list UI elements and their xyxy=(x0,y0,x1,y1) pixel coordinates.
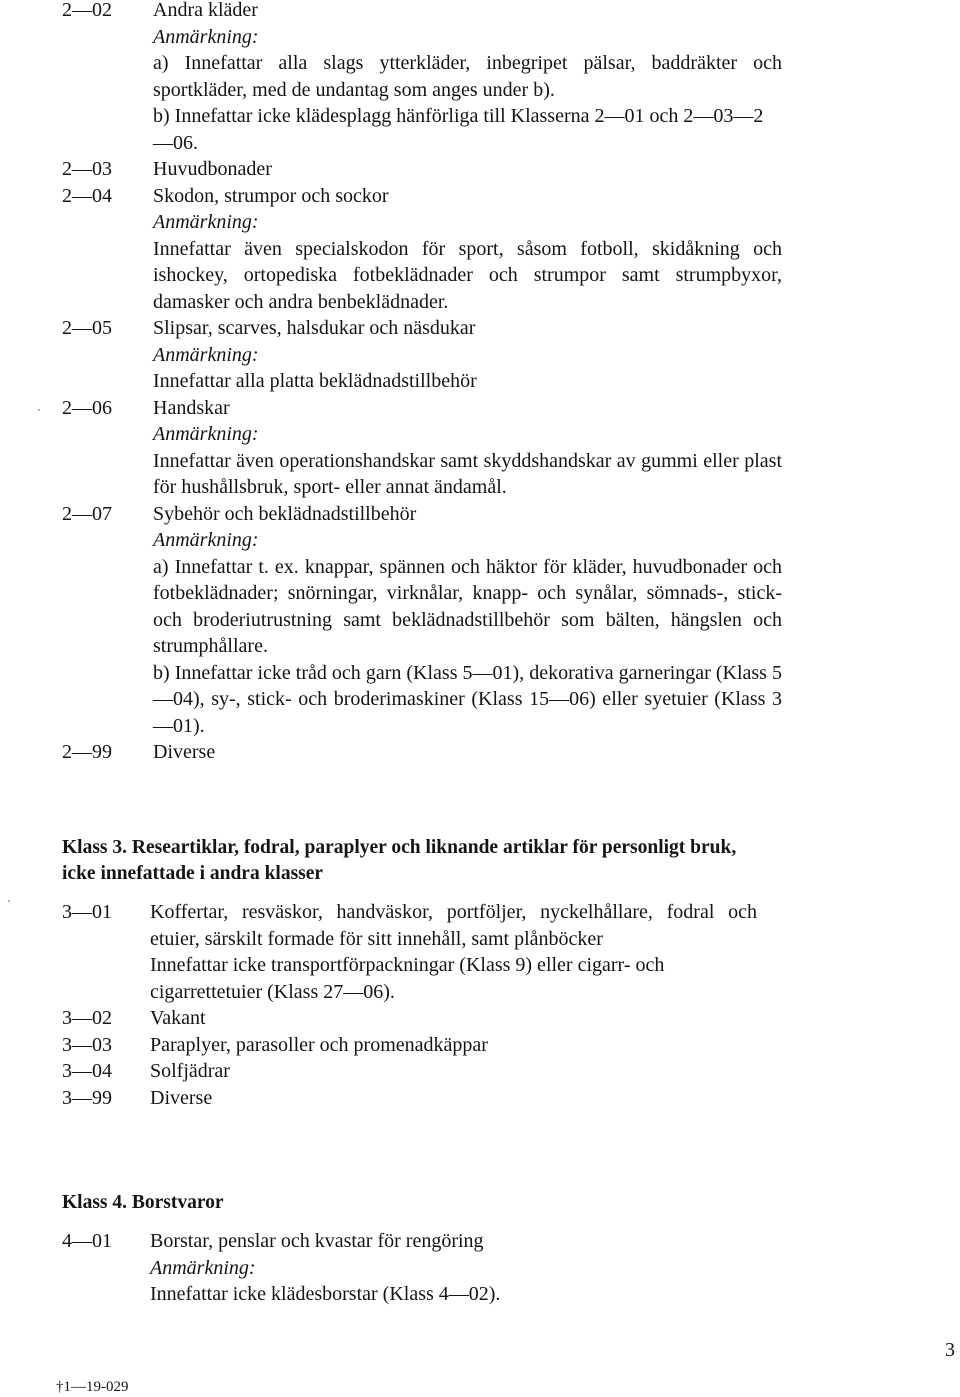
entry-title: Solfjädrar xyxy=(150,1060,230,1082)
entry-note: Anmärkning: xyxy=(150,1256,256,1279)
entry-code: 2—03 xyxy=(62,158,112,180)
entry-title: Handskar xyxy=(153,396,230,419)
klass-3-entries xyxy=(62,899,757,1111)
entry-3-04 xyxy=(62,1058,757,1085)
klass-3-title: Researtiklar, fodral, paraplyer och liknande artiklar för personligt bruk, icke innefattade i andra klasser xyxy=(62,837,737,884)
entry-2-06 xyxy=(62,395,782,501)
klass-4-entries xyxy=(62,1228,757,1308)
entry-3-03 xyxy=(62,1032,757,1059)
entry-2-99 xyxy=(62,739,782,766)
entry-note: Anmärkning: xyxy=(153,25,259,48)
klass-2-entries xyxy=(62,0,782,766)
entry-paragraph: b) Innefattar icke tråd och garn (Klass 5—01), dekorativa garneringar (Klass 5—04), sy-, stick- och broderimaskiner (Klass 15—06) eller syetuier (Klass 3—01). xyxy=(153,661,782,737)
entry-title: Huvudbonader xyxy=(153,158,272,180)
entry-2-05 xyxy=(62,315,782,395)
entry-paragraph: Innefattar icke transportförpackningar (Klass 9) eller cigarr- och cigarrettetuier (Klass 27—06). xyxy=(150,954,665,1003)
entry-code: 2—02 xyxy=(62,0,112,21)
klass-4-label: Klass 4. xyxy=(62,1192,128,1213)
entry-3-02 xyxy=(62,1005,757,1032)
entry-code: 2—04 xyxy=(62,184,112,207)
klass-4-title: Borstvaror xyxy=(131,1192,224,1213)
entry-title: Diverse xyxy=(153,741,216,763)
entry-code: 3—04 xyxy=(62,1060,112,1082)
footer-code: †1—19-029 xyxy=(56,1379,129,1395)
entry-paragraph: a) Innefattar t. ex. knappar, spännen och häktor för kläder, huvudbonader och fotbeklädnader; snörningar, virknålar, knapp- och synålar, sömnads-, stick- och broderiutrustning samt beklädnadstillbehör som bälten, hängslen och strumphållare. xyxy=(153,555,782,657)
entry-title: Andra kläder xyxy=(153,0,258,21)
entry-2-02 xyxy=(62,0,782,156)
entry-code: 4—01 xyxy=(62,1230,112,1252)
entry-code: 3—01 xyxy=(62,901,112,923)
entry-title: Sybehör och beklädnadstillbehör xyxy=(153,502,417,525)
page-number: 3 xyxy=(945,1339,955,1361)
entry-paragraph: a) Innefattar alla slags ytterkläder, inbegripet pälsar, baddräkter och sportkläder, med de undantag som anges under b). xyxy=(153,52,782,101)
scan-speck xyxy=(38,409,40,411)
entry-note: Anmärkning: xyxy=(153,343,259,366)
entry-title: Vakant xyxy=(150,1007,206,1029)
klass-3-label: Klass 3. xyxy=(62,837,128,858)
entry-note: Anmärkning: xyxy=(153,211,259,233)
entry-2-03 xyxy=(62,156,782,183)
entry-title: Diverse xyxy=(150,1086,213,1109)
entry-title: Koffertar, resväskor, handväskor, portföljer, nyckelhållare, fodral och etuier, särskilt formade för sitt innehåll, samt plånböcker xyxy=(150,901,757,950)
entry-title: Skodon, strumpor och sockor xyxy=(153,184,389,207)
entry-title: Slipsar, scarves, halsdukar och näsdukar xyxy=(153,317,476,339)
entry-paragraph: Innefattar även operationshandskar samt skyddshandskar av gummi eller plast för hushållsbruk, sport- eller annat ändamål. xyxy=(153,449,782,498)
entry-paragraph: Innefattar alla platta beklädnadstillbehör xyxy=(153,370,477,392)
entry-code: 2—05 xyxy=(62,317,112,339)
entry-code: 3—03 xyxy=(62,1033,112,1056)
entry-code: 2—07 xyxy=(62,502,112,525)
entry-3-99 xyxy=(62,1085,757,1112)
entry-code: 3—99 xyxy=(62,1086,112,1109)
entry-title: Borstar, penslar och kvastar för rengöring xyxy=(150,1230,484,1252)
entry-paragraph: Innefattar även specialskodon för sport, såsom fotboll, skidåkning och ishockey, ortopediska fotbeklädnader och strumpor samt strumpbyxor, damasker och andra benbeklädnader. xyxy=(153,237,782,313)
klass-4-heading xyxy=(62,1190,767,1216)
entry-paragraph: Innefattar icke klädesborstar (Klass 4—02). xyxy=(150,1283,501,1305)
entry-title: Paraplyer, parasoller och promenadkäppar xyxy=(150,1033,488,1056)
klass-3-heading xyxy=(62,835,767,887)
entry-note: Anmärkning: xyxy=(153,423,259,445)
entry-code: 2—99 xyxy=(62,741,112,763)
entry-code: 3—02 xyxy=(62,1007,112,1029)
entry-paragraph: b) Innefattar icke klädesplagg hänförliga till Klasserna 2—01 och 2—03—2—06. xyxy=(153,105,764,154)
entry-4-01 xyxy=(62,1228,757,1308)
scan-speck xyxy=(8,900,10,902)
entry-2-04 xyxy=(62,183,782,316)
entry-code: 2—06 xyxy=(62,396,112,419)
entry-note: Anmärkning: xyxy=(153,529,259,551)
entry-3-01 xyxy=(62,899,757,1005)
entry-2-07 xyxy=(62,501,782,740)
